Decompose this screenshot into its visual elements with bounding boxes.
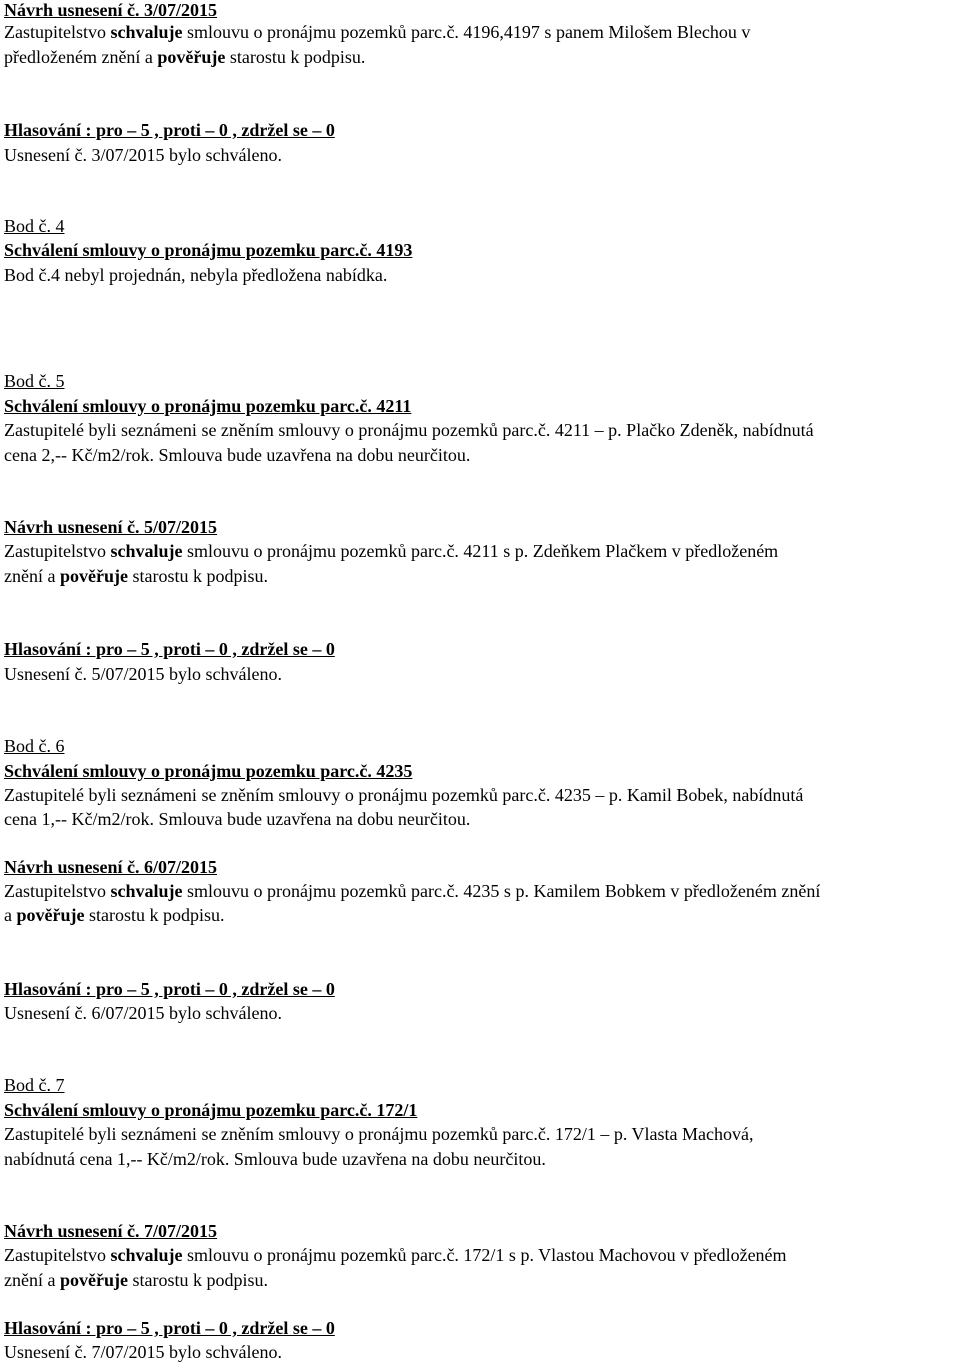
agenda-item-title: Schválení smlouvy o pronájmu pozemku parc.č. 4235	[4, 761, 413, 781]
resolution-text-line: znění a pověřuje starostu k podpisu.	[4, 1270, 268, 1290]
agenda-item-text: Zastupitelé byli seznámeni se zněním smlouvy o pronájmu pozemků parc.č. 4235 – p. Kamil Bobek, nabídnutá	[4, 785, 804, 805]
agenda-item-title: Schválení smlouvy o pronájmu pozemku parc.č. 4211	[4, 396, 412, 416]
vote-line: Hlasování : pro – 5 , proti – 0 , zdržel se – 0	[4, 1318, 335, 1338]
agenda-item-text: Zastupitelé byli seznámeni se zněním smlouvy o pronájmu pozemků parc.č. 4211 – p. Plačko Zdeněk, nabídnutá	[4, 420, 814, 440]
resolution-result: Usnesení č. 3/07/2015 bylo schváleno.	[4, 145, 282, 165]
agenda-item-label: Bod č. 5	[4, 371, 65, 391]
agenda-item-title: Schválení smlouvy o pronájmu pozemku parc.č. 4193	[4, 240, 413, 260]
vote-line: Hlasování : pro – 5 , proti – 0 , zdržel se – 0	[4, 639, 335, 659]
agenda-item-text: cena 2,-- Kč/m2/rok. Smlouva bude uzavřena na dobu neurčitou.	[4, 445, 471, 465]
agenda-item-text: cena 1,-- Kč/m2/rok. Smlouva bude uzavřena na dobu neurčitou.	[4, 809, 471, 829]
vote-line: Hlasování : pro – 5 , proti – 0 , zdržel se – 0	[4, 120, 335, 140]
resolution-text-line: Zastupitelstvo schvaluje smlouvu o pronájmu pozemků parc.č. 4196,4197 s panem Milošem Blechou v	[4, 22, 751, 42]
resolution-heading: Návrh usnesení č. 7/07/2015	[4, 1221, 218, 1241]
resolution-text-line: Zastupitelstvo schvaluje smlouvu o pronájmu pozemků parc.č. 4211 s p. Zdeňkem Plačkem v předloženém	[4, 541, 779, 561]
resolution-text-line: a pověřuje starostu k podpisu.	[4, 905, 225, 925]
agenda-item-title: Schválení smlouvy o pronájmu pozemku parc.č. 172/1	[4, 1100, 418, 1120]
resolution-text-line: Zastupitelstvo schvaluje smlouvu o pronájmu pozemků parc.č. 4235 s p. Kamilem Bobkem v předloženém znění	[4, 881, 821, 901]
agenda-item-text: nabídnutá cena 1,-- Kč/m2/rok. Smlouva bude uzavřena na dobu neurčitou.	[4, 1149, 546, 1169]
resolution-result: Usnesení č. 6/07/2015 bylo schváleno.	[4, 1003, 282, 1023]
resolution-heading: Návrh usnesení č. 5/07/2015	[4, 517, 218, 537]
agenda-item-text: Zastupitelé byli seznámeni se zněním smlouvy o pronájmu pozemků parc.č. 172/1 – p. Vlasta Machová,	[4, 1124, 754, 1144]
resolution-text-line: předloženém znění a pověřuje starostu k podpisu.	[4, 47, 366, 67]
agenda-item-text: Bod č.4 nebyl projednán, nebyla předložena nabídka.	[4, 265, 388, 285]
resolution-text-line: Zastupitelstvo schvaluje smlouvu o pronájmu pozemků parc.č. 172/1 s p. Vlastou Machovou v předloženém	[4, 1245, 787, 1265]
resolution-heading: Návrh usnesení č. 3/07/2015	[4, 0, 218, 20]
vote-line: Hlasování : pro – 5 , proti – 0 , zdržel se – 0	[4, 979, 335, 999]
agenda-item-label: Bod č. 6	[4, 736, 65, 756]
resolution-result: Usnesení č. 5/07/2015 bylo schváleno.	[4, 664, 282, 684]
agenda-item-label: Bod č. 7	[4, 1075, 65, 1095]
resolution-result: Usnesení č. 7/07/2015 bylo schváleno.	[4, 1342, 282, 1362]
agenda-item-label: Bod č. 4	[4, 216, 65, 236]
resolution-text-line: znění a pověřuje starostu k podpisu.	[4, 566, 268, 586]
resolution-heading: Návrh usnesení č. 6/07/2015	[4, 857, 218, 877]
